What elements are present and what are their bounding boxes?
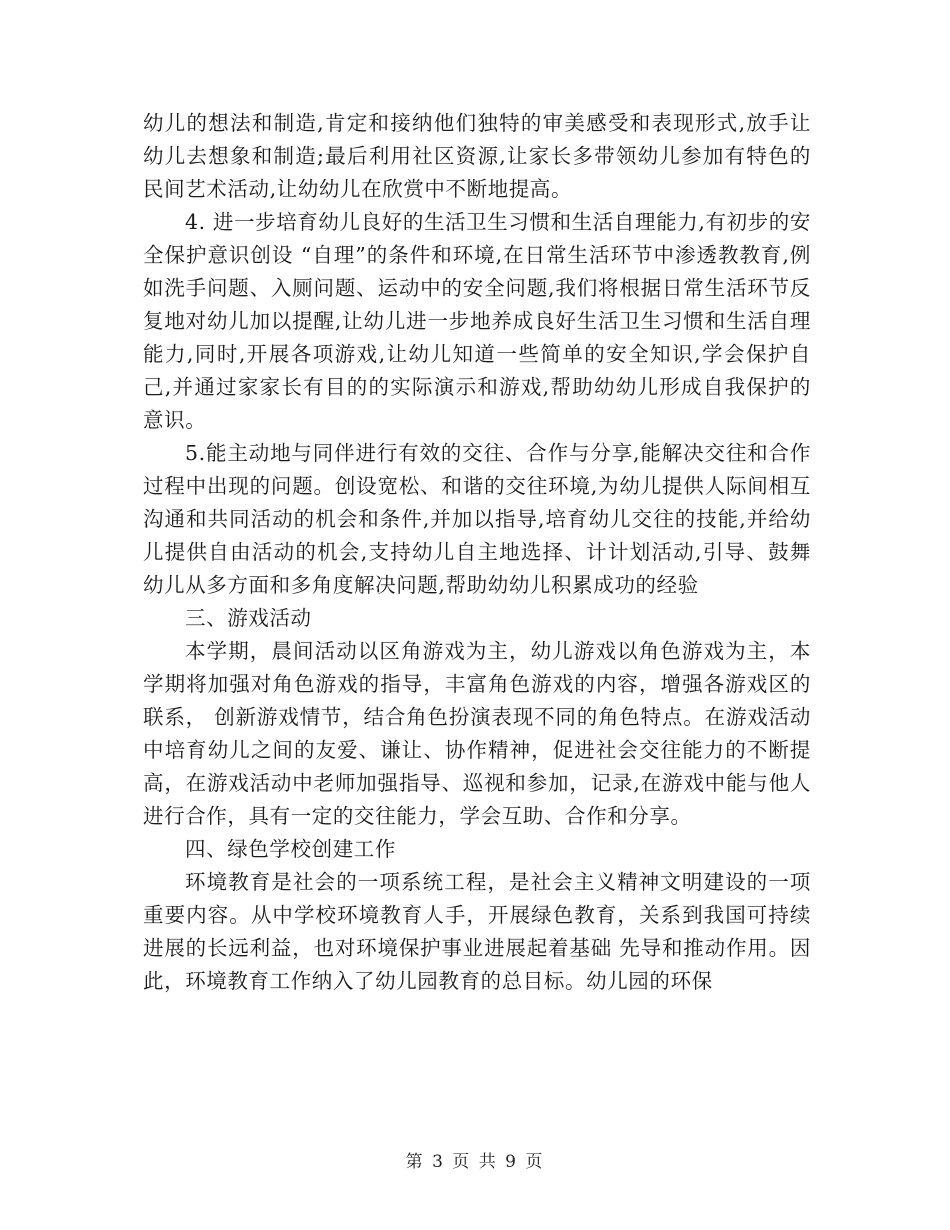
page-number-footer: 第 3 页 共 9 页	[405, 1152, 545, 1172]
section-heading-green-school: 四、绿色学校创建工作	[185, 837, 396, 861]
section-heading-games: 三、游戏活动	[185, 606, 312, 630]
document-body	[143, 107, 811, 998]
paragraph-continuation: 幼儿的想法和制造,肯定和接纳他们独特的审美感受和表现形式,放手让幼儿去想象和制造;最后利用社区资源,让家长多带领幼儿参加有特色的民间艺术活动,让幼幼儿在欣赏中不断地提高。	[143, 111, 811, 201]
paragraph-games: 本学期，晨间活动以区角游戏为主，幼儿游戏以角色游戏为主，本学期将加强对角色游戏的指导，丰富角色游戏的内容，增强各游戏区的联系， 创新游戏情节，结合角色扮演表现不同的角色特点。在游戏活动中培育幼儿之间的友爱、谦让、协作精神，促进社会交往能力的不断提高，在游戏活动中老师加强指导、巡视和参加，记录,在游戏中能与他人进行合作，具有一定的交往能力，学会互助、合作和分享。	[143, 639, 811, 828]
paragraph-item-5: 5.能主动地与同伴进行有效的交往、合作与分享,能解决交往和合作过程中出现的问题。创设宽松、和谐的交往环境,为幼儿提供人际间相互沟通和共同活动的机会和条件,并加以指导,培育幼儿交往的技能,并给幼儿提供自由活动的机会,支持幼儿自主地选择、计计划活动,引导、鼓舞幼儿从多方面和多角度解决问题,帮助幼幼儿积累成功的经验	[143, 441, 811, 597]
paragraph-item-4: 4. 进一步培育幼儿良好的生活卫生习惯和生活自理能力,有初步的安全保护意识创设 “自理”的条件和环境,在日常生活环节中渗透教教育,例如洗手问题、入厕问题、运动中的安全问题,我们将根据日常生活环节反复地对幼儿加以提醒,让幼儿进一步地养成良好生活卫生习惯和生活自理能力,同时,开展各项游戏,让幼儿知道一些简单的安全知识,学会保护自己,并通过家家长有目的的实际演示和游戏,帮助幼幼儿形成自我保护的意识。	[143, 210, 811, 432]
paragraph-green-school: 环境教育是社会的一项系统工程，是社会主义精神文明建设的一项重要内容。从中学校环境教育人手，开展绿色教育，关系到我国可持续进展的长远利益，也对环境保护事业进展起着基础 先导和推动作用。因此，环境教育工作纳入了幼儿园教育的总目标。幼儿园的环保	[143, 870, 811, 993]
